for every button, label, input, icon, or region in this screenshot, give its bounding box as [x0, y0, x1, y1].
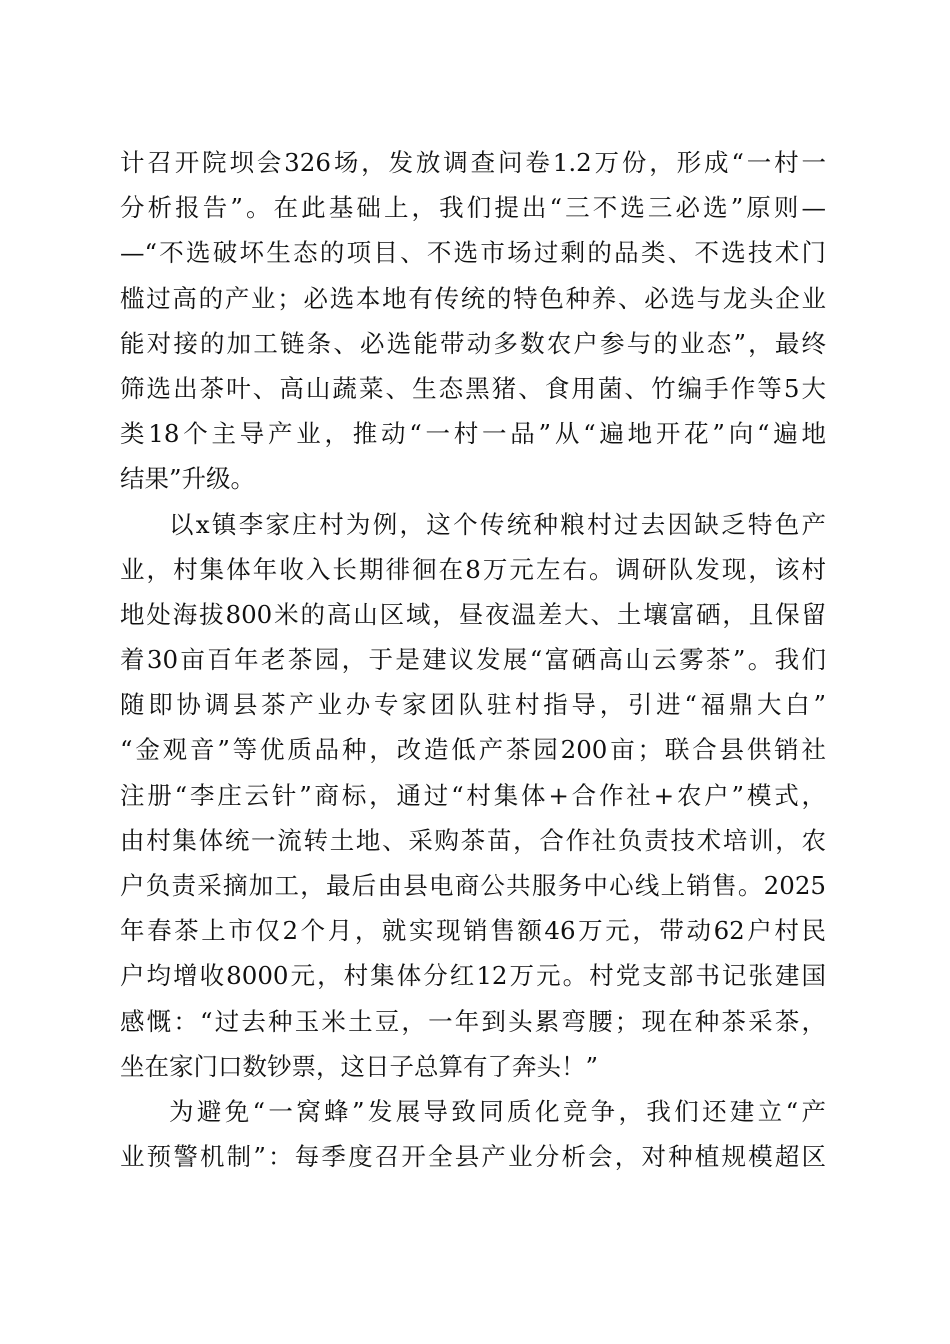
text-line: 注册“李庄云针”商标，通过“村集体+合作社+农户”模式，: [120, 780, 826, 810]
text-line: 户均增收8000元，村集体分红12万元。村党支部书记张建国: [120, 961, 826, 991]
text-line: 户负责采摘加工，最后由县电商公共服务中心线上销售。2025: [120, 871, 826, 900]
text-line: 槛过高的产业；必选本地有传统的特色种养、必选与龙头企业: [120, 283, 826, 313]
text-line: 结果”升级。: [120, 464, 256, 494]
body-text: [120, 140, 826, 1179]
text-line: 计召开院坝会326场，发放调查问卷1.2万份，形成“一村一: [120, 148, 826, 177]
text-line: 感慨：“过去种玉米土豆，一年到头累弯腰；现在种茶采茶，: [120, 1006, 826, 1036]
text-line: 着30亩百年老茶园，于是建议发展“富硒高山云雾茶”。我们: [120, 645, 826, 675]
text-line: 类18个主导产业，推动“一村一品”从“遍地开花”向“遍地: [120, 419, 826, 449]
text-line: 分析报告”。在此基础上，我们提出“三不选三必选”原则—: [120, 193, 826, 223]
text-line: —“不选破坏生态的项目、不选市场过剩的品类、不选技术门: [120, 238, 826, 268]
text-line: 能对接的加工链条、必选能带动多数农户参与的业态”，最终: [120, 328, 826, 358]
text-line: 为避免“一窝蜂”发展导致同质化竞争，我们还建立“产: [169, 1096, 826, 1126]
text-line: 年春茶上市仅2个月，就实现销售额46万元，带动62户村民: [120, 916, 826, 946]
text-line: 以x镇李家庄村为例，这个传统种粮村过去因缺乏特色产: [169, 509, 826, 539]
text-line: 由村集体统一流转土地、采购茶苗，合作社负责技术培训，农: [120, 825, 826, 855]
text-line: 筛选出茶叶、高山蔬菜、生态黑猪、食用菌、竹编手作等5大: [120, 373, 826, 403]
text-line: 坐在家门口数钞票，这日子总算有了奔头！”: [120, 1051, 599, 1081]
text-line: 业，村集体年收入长期徘徊在8万元左右。调研队发现，该村: [120, 554, 826, 584]
text-line: 随即协调县茶产业办专家团队驻村指导，引进“福鼎大白”: [120, 690, 826, 720]
text-line: “金观音”等优质品种，改造低产茶园200亩；联合县供销社: [120, 735, 826, 765]
text-line: 业预警机制”：每季度召开全县产业分析会，对种植规模超区: [120, 1142, 826, 1172]
text-line: 地处海拔800米的高山区域，昼夜温差大、土壤富硒，且保留: [120, 599, 826, 629]
